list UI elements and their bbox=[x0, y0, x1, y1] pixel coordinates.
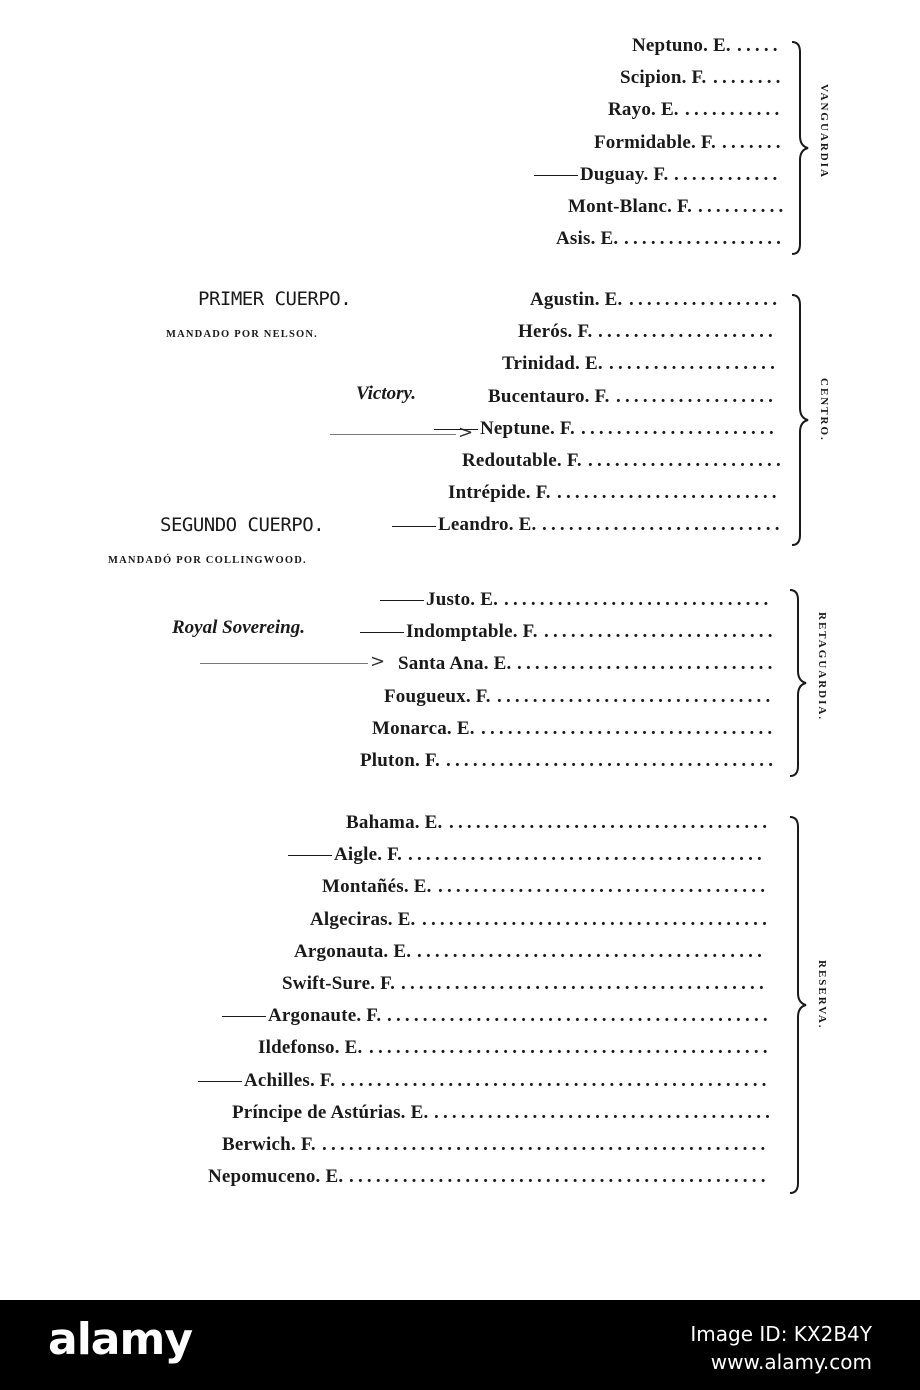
ship-name: Agustin. bbox=[530, 289, 600, 310]
footer-credit bbox=[690, 1320, 872, 1376]
ship-row bbox=[380, 588, 498, 612]
ship-row bbox=[594, 131, 716, 155]
ship-name: Santa Ana. bbox=[398, 653, 489, 675]
corps-subtitle-2: MANDADÓ POR COLLINGWOOD. bbox=[108, 555, 307, 566]
ship-nation: E. bbox=[518, 514, 537, 536]
leader-dots: .......................... bbox=[544, 621, 777, 643]
ship-row bbox=[346, 811, 443, 835]
ship-nation: E. bbox=[397, 908, 416, 930]
leader-dots: .................. bbox=[624, 228, 786, 250]
ship-name: Swift-Sure. bbox=[282, 973, 376, 994]
ship-row bbox=[360, 749, 440, 773]
ship-nation: F. bbox=[594, 385, 610, 407]
ship-row bbox=[568, 195, 692, 219]
ship-row bbox=[530, 288, 623, 312]
ship-name: Duguay. bbox=[580, 163, 649, 185]
ship-name: Herós. bbox=[518, 321, 573, 343]
watermark-footer bbox=[0, 1300, 920, 1390]
flagship-label-1: Victory. bbox=[356, 383, 416, 404]
brace-vanguardia bbox=[790, 40, 814, 256]
arrowhead-icon: > bbox=[458, 422, 474, 443]
ship-row bbox=[360, 620, 538, 644]
corps-title-2: SEGUNDO CUERPO. bbox=[160, 514, 325, 536]
leader-dots: ............................... bbox=[497, 685, 775, 707]
ship-nation: F. bbox=[380, 973, 396, 994]
ship-nation: F. bbox=[319, 1069, 335, 1091]
ship-nation: E. bbox=[493, 653, 512, 675]
ship-name: Pluton. bbox=[360, 750, 420, 771]
ship-name: Fougueux. bbox=[384, 685, 471, 707]
ship-nation: E. bbox=[600, 228, 619, 250]
ship-nation: F. bbox=[387, 844, 403, 866]
leader-dots: ....................................... bbox=[422, 908, 772, 930]
ship-row bbox=[208, 1165, 343, 1189]
ship-name: Justo. bbox=[426, 589, 476, 610]
leader-dots: ................................................ bbox=[341, 1069, 771, 1091]
ship-nation: F. bbox=[653, 163, 669, 185]
ship-row bbox=[398, 652, 511, 676]
ship-row bbox=[294, 940, 411, 964]
ship-nation: E. bbox=[660, 99, 679, 121]
ship-row bbox=[282, 972, 395, 996]
leader-dots: .................................... bbox=[449, 812, 772, 833]
line-marker bbox=[380, 600, 424, 601]
ship-name: Príncipe de Astúrias. bbox=[232, 1101, 406, 1123]
ship-row bbox=[434, 417, 575, 441]
leader-dots: ...................................... bbox=[434, 1101, 775, 1123]
leader-dots: ............................................. bbox=[369, 1037, 772, 1059]
ship-nation: E. bbox=[584, 353, 603, 375]
site-url-text: www.alamy.com bbox=[710, 1350, 872, 1374]
leader-dots: .................. bbox=[616, 385, 778, 407]
leader-dots: ........................................ bbox=[408, 844, 766, 866]
ship-name: Bahama. bbox=[346, 812, 420, 833]
division-label-centro: CENTRO. bbox=[818, 378, 830, 442]
ship-nation: E. bbox=[325, 1166, 344, 1188]
line-marker bbox=[534, 175, 578, 176]
ship-row bbox=[310, 908, 416, 932]
ship-nation: F. bbox=[424, 750, 440, 771]
ship-nation: F. bbox=[300, 1134, 316, 1155]
ship-nation: F. bbox=[700, 131, 716, 153]
line-marker bbox=[222, 1016, 266, 1017]
ship-nation: E. bbox=[393, 940, 412, 962]
leader-dots: .............................. bbox=[504, 589, 773, 610]
leader-dots: .................................................. bbox=[322, 1134, 770, 1155]
ship-nation: E. bbox=[713, 35, 731, 56]
leader-dots: ........................... bbox=[542, 514, 784, 536]
ship-nation: E. bbox=[424, 812, 443, 833]
leader-dots: ....................................... bbox=[417, 940, 767, 962]
ship-name: Nepomuceno. bbox=[208, 1166, 321, 1188]
ship-row bbox=[518, 320, 592, 344]
flagship-label-2: Royal Sovereing. bbox=[172, 617, 305, 638]
ship-name: Berwich. bbox=[222, 1134, 296, 1155]
leader-dots: ..................................... bbox=[446, 750, 778, 771]
leader-dots: ..... bbox=[737, 35, 782, 56]
ship-row bbox=[488, 385, 610, 409]
leader-dots: ............ bbox=[674, 163, 782, 185]
leader-dots: ................................. bbox=[481, 717, 777, 739]
ship-name: Aigle. bbox=[334, 844, 383, 866]
line-marker bbox=[360, 632, 404, 633]
ship-row bbox=[322, 875, 432, 899]
leader-dots: ........................................... bbox=[387, 1005, 772, 1027]
ship-name: Indomptable. bbox=[406, 621, 518, 643]
ship-row bbox=[392, 513, 536, 537]
leader-dots: ........... bbox=[685, 99, 784, 121]
ship-row bbox=[502, 352, 603, 376]
ship-nation: E. bbox=[480, 589, 499, 610]
ship-nation: F. bbox=[366, 1005, 382, 1027]
ship-name: Leandro. bbox=[438, 514, 514, 536]
ship-name: Ildefonso. bbox=[258, 1037, 340, 1059]
ship-row bbox=[448, 481, 551, 505]
ship-nation: F. bbox=[677, 196, 693, 217]
ship-nation: E. bbox=[410, 1101, 429, 1123]
line-marker bbox=[392, 526, 436, 527]
ship-row bbox=[556, 227, 618, 251]
leader-dots: ........ bbox=[713, 67, 785, 89]
division-label-vanguardia: VANGUARDIA bbox=[818, 84, 830, 179]
leader-dots: ...................... bbox=[581, 417, 778, 439]
ship-row bbox=[222, 1133, 316, 1157]
leader-dots: .................... bbox=[598, 321, 777, 343]
ship-row bbox=[258, 1036, 363, 1060]
leader-dots: ...................... bbox=[588, 450, 785, 471]
ship-name: Trinidad. bbox=[502, 353, 581, 375]
division-label-reserva: RESERVA. bbox=[816, 960, 828, 1030]
ship-nation: F. bbox=[577, 321, 593, 343]
ship-nation: F. bbox=[559, 417, 575, 439]
line-marker bbox=[288, 855, 332, 856]
brace-centro bbox=[790, 293, 814, 547]
ship-nation: F. bbox=[535, 482, 551, 504]
ship-name: Intrépide. bbox=[448, 482, 531, 504]
ship-name: Achilles. bbox=[244, 1069, 315, 1091]
leader-dots: ..................................... bbox=[438, 876, 770, 898]
corps-title-1: PRIMER CUERPO. bbox=[198, 288, 352, 310]
leader-dots: ............................................... bbox=[349, 1166, 770, 1188]
ship-name: Formidable. bbox=[594, 131, 696, 153]
corps-subtitle-1: MANDADO POR NELSON. bbox=[166, 329, 319, 340]
leader-dots: ................... bbox=[609, 353, 780, 375]
ship-row bbox=[384, 685, 491, 709]
leader-dots: ............................. bbox=[517, 653, 777, 675]
ship-name: Neptuno. bbox=[632, 35, 709, 56]
ship-row bbox=[198, 1069, 335, 1093]
ship-nation: E. bbox=[413, 876, 432, 898]
ship-row bbox=[288, 843, 402, 867]
ship-name: Neptune. bbox=[480, 417, 555, 439]
leader-dots: ......................................... bbox=[401, 973, 768, 994]
ship-row bbox=[608, 98, 679, 122]
ship-nation: F. bbox=[691, 67, 707, 89]
line-marker bbox=[198, 1081, 242, 1082]
leader-dots: ................. bbox=[629, 289, 782, 310]
leader-dots: ....... bbox=[722, 131, 785, 153]
attack-line-collingwood bbox=[200, 663, 368, 664]
ship-name: Bucentauro. bbox=[488, 385, 590, 407]
leader-dots: .......... bbox=[698, 196, 788, 217]
ship-nation: F. bbox=[522, 621, 538, 643]
arrowhead-icon: > bbox=[370, 651, 386, 672]
ship-row bbox=[222, 1004, 381, 1028]
ship-row bbox=[232, 1101, 428, 1125]
ship-row bbox=[534, 163, 668, 187]
ship-name: Algeciras. bbox=[310, 908, 393, 930]
leader-dots: ......................... bbox=[557, 482, 781, 504]
ship-row bbox=[632, 34, 731, 58]
ship-name: Redoutable. bbox=[462, 450, 562, 471]
ship-name: Monarca. bbox=[372, 717, 452, 739]
ship-row bbox=[462, 449, 582, 473]
division-label-retaguardia: RETAGUARDIA. bbox=[816, 612, 828, 722]
ship-name: Argonauta. bbox=[294, 940, 389, 962]
alamy-logo: alamy bbox=[48, 1314, 192, 1365]
ship-name: Scipion. bbox=[620, 67, 687, 89]
brace-retaguardia bbox=[788, 588, 812, 778]
ship-nation: E. bbox=[344, 1037, 363, 1059]
ship-nation: E. bbox=[604, 289, 623, 310]
ship-nation: F. bbox=[566, 450, 582, 471]
image-id-text: Image ID: KX2B4Y bbox=[690, 1322, 872, 1346]
ship-nation: E. bbox=[456, 717, 475, 739]
ship-nation: F. bbox=[475, 685, 491, 707]
ship-name: Montañés. bbox=[322, 876, 409, 898]
ship-name: Mont-Blanc. bbox=[568, 196, 673, 217]
ship-name: Asis. bbox=[556, 228, 596, 250]
ship-row bbox=[620, 66, 707, 90]
brace-reserva bbox=[788, 815, 812, 1195]
ship-row bbox=[372, 717, 475, 741]
ship-name: Argonaute. bbox=[268, 1005, 362, 1027]
ship-name: Rayo. bbox=[608, 99, 656, 121]
line-marker bbox=[434, 429, 478, 430]
